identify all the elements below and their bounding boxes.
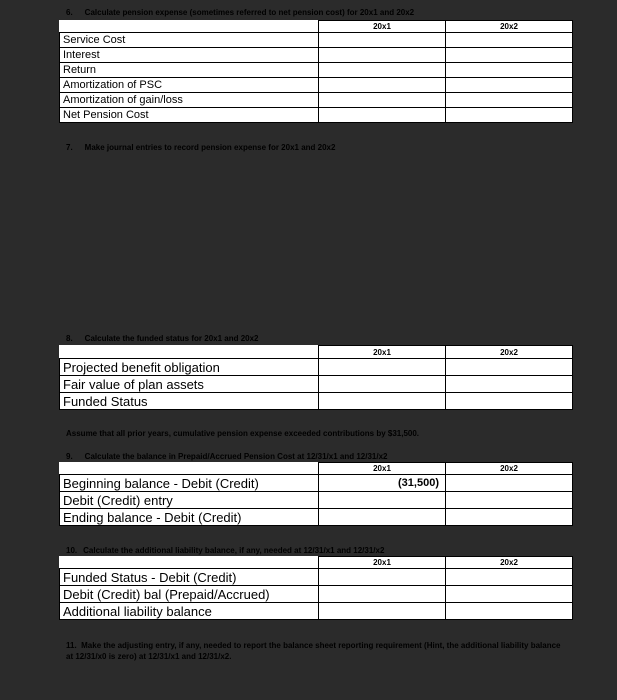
pension-expense-header-blank bbox=[60, 21, 319, 33]
row-fair-value-plan-assets: Fair value of plan assets bbox=[60, 376, 319, 393]
cell-funded-status-dc-20x1[interactable] bbox=[319, 569, 446, 586]
q11-heading bbox=[66, 640, 566, 662]
pension-expense-table bbox=[59, 20, 573, 123]
cell-amortization-gain-loss-20x2[interactable] bbox=[446, 93, 573, 108]
q7-heading bbox=[66, 143, 335, 152]
q10-text: Calculate the additional liability balance, if any, needed at 12/31/x1 and 12/31/x2 bbox=[83, 546, 385, 555]
q8-number: 8. bbox=[66, 334, 73, 343]
q6-text: Calculate pension expense (sometimes referred to net pension cost) for 20x1 and 20x2 bbox=[84, 8, 415, 17]
cell-additional-liability-20x2[interactable] bbox=[446, 603, 573, 620]
cell-fvpa-20x1[interactable] bbox=[319, 376, 446, 393]
assumption-note: Assume that all prior years, cumulative pension expense exceeded contributions by $31,500. bbox=[66, 429, 420, 438]
q9-heading bbox=[66, 452, 387, 461]
cell-debit-credit-entry-20x1[interactable] bbox=[319, 492, 446, 509]
q10-heading bbox=[66, 546, 384, 555]
pension-expense-col-20x2: 20x2 bbox=[446, 21, 573, 33]
funded-status-col-20x1: 20x1 bbox=[319, 346, 446, 359]
row-amortization-psc: Amortization of PSC bbox=[60, 78, 319, 93]
additional-liability-header-blank bbox=[60, 557, 319, 569]
prepaid-accrued-table bbox=[59, 462, 573, 526]
cell-ending-balance-20x2[interactable] bbox=[446, 509, 573, 526]
q11-text: Make the adjusting entry, if any, needed to report the balance sheet reporting requirement (Hint, the additional liability balance at 12/31/x0 is zero) at 12/31/x1 and 12/31/x2. bbox=[66, 641, 561, 661]
row-additional-liability-balance: Additional liability balance bbox=[60, 603, 319, 620]
row-debit-credit-entry: Debit (Credit) entry bbox=[60, 492, 319, 509]
row-amortization-gain-loss: Amortization of gain/loss bbox=[60, 93, 319, 108]
row-return: Return bbox=[60, 63, 319, 78]
prepaid-accrued-col-20x2: 20x2 bbox=[446, 463, 573, 475]
cell-beginning-balance-20x2[interactable] bbox=[446, 475, 573, 492]
q9-text: Calculate the balance in Prepaid/Accrued Pension Cost at 12/31/x1 and 12/31/x2 bbox=[84, 452, 388, 461]
q6-heading bbox=[66, 8, 414, 17]
funded-status-header-blank bbox=[60, 346, 319, 359]
pension-expense-col-20x1: 20x1 bbox=[319, 21, 446, 33]
row-funded-status-debit-credit: Funded Status - Debit (Credit) bbox=[60, 569, 319, 586]
row-debit-credit-bal: Debit (Credit) bal (Prepaid/Accrued) bbox=[60, 586, 319, 603]
cell-debit-credit-entry-20x2[interactable] bbox=[446, 492, 573, 509]
prepaid-accrued-header-blank bbox=[60, 463, 319, 475]
cell-net-pension-cost-20x2[interactable] bbox=[446, 108, 573, 123]
row-ending-balance: Ending balance - Debit (Credit) bbox=[60, 509, 319, 526]
additional-liability-col-20x1: 20x1 bbox=[319, 557, 446, 569]
cell-return-20x1[interactable] bbox=[319, 63, 446, 78]
row-interest: Interest bbox=[60, 48, 319, 63]
cell-debit-credit-bal-20x2[interactable] bbox=[446, 586, 573, 603]
cell-debit-credit-bal-20x1[interactable] bbox=[319, 586, 446, 603]
q8-heading bbox=[66, 334, 259, 343]
prepaid-accrued-col-20x1: 20x1 bbox=[319, 463, 446, 475]
additional-liability-table bbox=[59, 556, 573, 620]
row-service-cost: Service Cost bbox=[60, 33, 319, 48]
cell-funded-status-dc-20x2[interactable] bbox=[446, 569, 573, 586]
cell-pbo-20x2[interactable] bbox=[446, 359, 573, 376]
cell-amortization-psc-20x1[interactable] bbox=[319, 78, 446, 93]
additional-liability-col-20x2: 20x2 bbox=[446, 557, 573, 569]
cell-return-20x2[interactable] bbox=[446, 63, 573, 78]
row-funded-status: Funded Status bbox=[60, 393, 319, 410]
cell-funded-status-20x1[interactable] bbox=[319, 393, 446, 410]
cell-service-cost-20x2[interactable] bbox=[446, 33, 573, 48]
cell-interest-20x2[interactable] bbox=[446, 48, 573, 63]
cell-funded-status-20x2[interactable] bbox=[446, 393, 573, 410]
cell-amortization-gain-loss-20x1[interactable] bbox=[319, 93, 446, 108]
cell-fvpa-20x2[interactable] bbox=[446, 376, 573, 393]
q8-text: Calculate the funded status for 20x1 and 20x2 bbox=[84, 334, 259, 343]
funded-status-col-20x2: 20x2 bbox=[446, 346, 573, 359]
cell-interest-20x1[interactable] bbox=[319, 48, 446, 63]
q6-number: 6. bbox=[66, 8, 73, 17]
q11-number: 11. bbox=[66, 641, 77, 650]
q9-number: 9. bbox=[66, 452, 73, 461]
q7-text: Make journal entries to record pension expense for 20x1 and 20x2 bbox=[84, 143, 336, 152]
cell-net-pension-cost-20x1[interactable] bbox=[319, 108, 446, 123]
cell-amortization-psc-20x2[interactable] bbox=[446, 78, 573, 93]
cell-beginning-balance-20x1[interactable]: (31,500) bbox=[319, 475, 446, 492]
cell-additional-liability-20x1[interactable] bbox=[319, 603, 446, 620]
row-net-pension-cost: Net Pension Cost bbox=[60, 108, 319, 123]
q10-number: 10. bbox=[66, 546, 78, 555]
funded-status-table bbox=[59, 345, 573, 410]
cell-service-cost-20x1[interactable] bbox=[319, 33, 446, 48]
cell-pbo-20x1[interactable] bbox=[319, 359, 446, 376]
q7-number: 7. bbox=[66, 143, 73, 152]
row-beginning-balance: Beginning balance - Debit (Credit) bbox=[60, 475, 319, 492]
cell-ending-balance-20x1[interactable] bbox=[319, 509, 446, 526]
row-projected-benefit-obligation: Projected benefit obligation bbox=[60, 359, 319, 376]
